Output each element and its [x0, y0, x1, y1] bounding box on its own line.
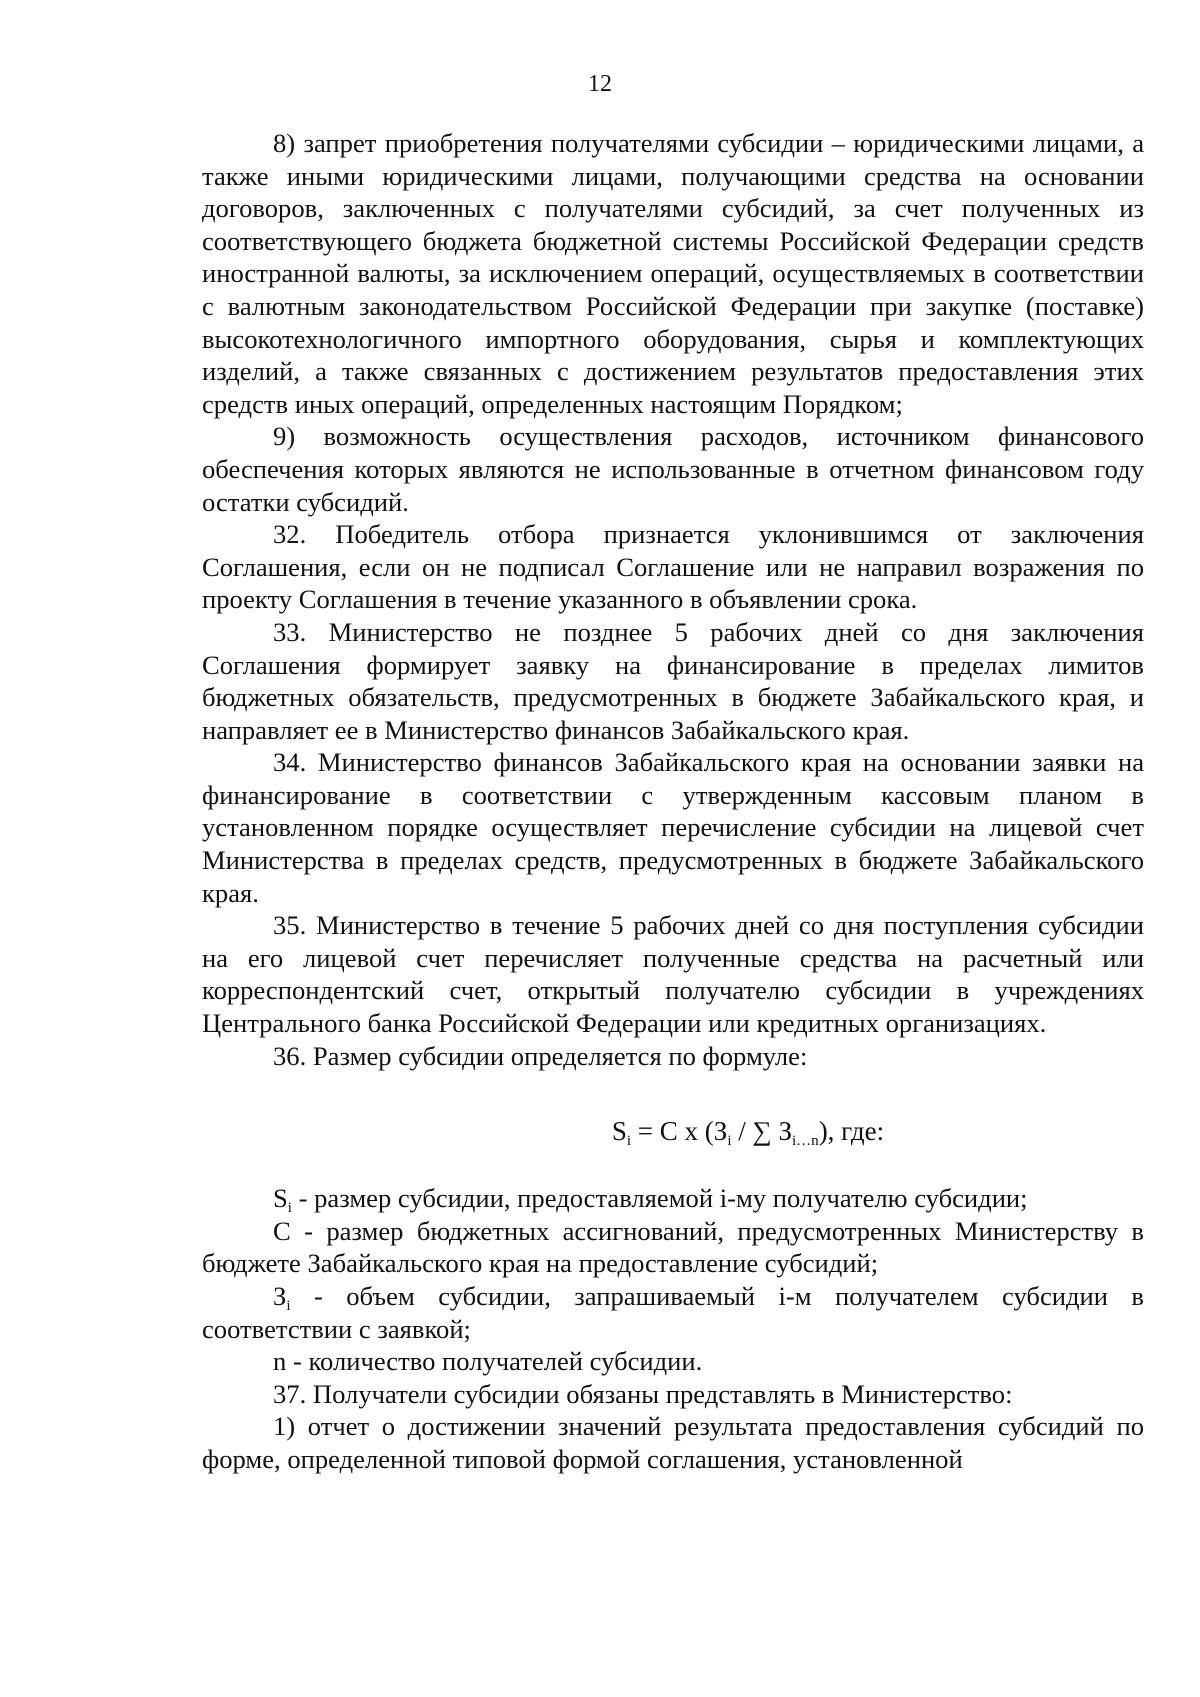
page-number: 12	[588, 71, 612, 97]
document-body	[202, 127, 1144, 1476]
paragraph-item-9: 9) возможность осуществления расходов, источником финансового обеспечения которых являются не использованные в отчетном финансовом году остатки субсидий.	[202, 421, 1144, 517]
subsidy-formula	[202, 1114, 1144, 1148]
definition-zi-symbol: З	[273, 1281, 287, 1311]
definition-n: n - количество получателей субсидии.	[273, 1346, 703, 1377]
formula-s: S	[611, 1116, 627, 1147]
definition-si-symbol: S	[273, 1183, 288, 1214]
paragraph-33: 33. Министерство не позднее 5 рабочих дней со дня заключения Соглашения формирует заявку на финансирование в пределах лимитов бюджетных обязательств, предусмотренных в бюджете Забайкальского края, и направляет ее в Министерство финансов Забайкальского края.	[202, 616, 1144, 745]
definition-si	[202, 1182, 1144, 1215]
formula-mid: / ∑ З	[731, 1116, 793, 1147]
definition-zi-text: - объем субсидии, запрашиваемый i-м получателем субсидии в соответствии с заявкой;	[202, 1281, 1144, 1344]
definition-si-text: - размер субсидии, предоставляемой i-му получателю субсидии;	[291, 1183, 1028, 1214]
definition-c: С - размер бюджетных ассигнований, предусмотренных Министерству в бюджете Забайкальского края на предоставление субсидий;	[202, 1215, 1144, 1279]
paragraph-32: 32. Победитель отбора признается уклонившимся от заключения Соглашения, если он не подписал Соглашение или не направил возражения по проекту Соглашения в течение указанного в объявлении срока.	[202, 519, 1144, 615]
paragraph-34: 34. Министерство финансов Забайкальского края на основании заявки на финансирование в соответствии с утвержденным кассовым планом в установленном порядке осуществляет перечисление субсидии на лицевой счет Министерства в пределах средств, предусмотренных в бюджете Забайкальского края.	[202, 747, 1144, 908]
paragraph-37-item-1: 1) отчет о достижении значений результата предоставления субсидий по форме, определенной типовой формой соглашения, установленной	[202, 1411, 1144, 1474]
formula-s-sub: i	[626, 1133, 632, 1150]
definition-si-sub: i	[287, 1200, 292, 1217]
paragraph-36: 36. Размер субсидии определяется по формуле:	[273, 1040, 808, 1071]
paragraph-item-8: 8) запрет приобретения получателями субсидии – юридическими лицами, а также иными юридическими лицами, получающими средства на основании договоров, заключенных с получателями субсидий, за счет полученных из соответствующего бюджета бюджетной системы Российской Федерации средств иностранной валюты, за исключением операций, осуществляемых в соответствии с валютным законодательством Российской Федерации при закупке (поставке) высокотехнологичного импортного оборудования, сырья и комплектующих изделий, а также связанных с достижением результатов предоставления этих средств иных операций, определенных настоящим Порядком;	[202, 128, 1144, 419]
definition-zi	[202, 1280, 1144, 1345]
paragraph-37: 37. Получатели субсидии обязаны представлять в Министерство:	[273, 1378, 1013, 1409]
formula-z-sub: i	[727, 1133, 732, 1150]
definition-zi-sub: i	[286, 1298, 291, 1314]
formula-tail: ), где:	[818, 1116, 885, 1147]
formula-eq: = C x (З	[631, 1116, 728, 1147]
formula-range-sub: i…n	[792, 1133, 819, 1150]
paragraph-35: 35. Министерство в течение 5 рабочих дней со дня поступления субсидии на его лицевой счет перечисляет полученные средства на расчетный или корреспондентский счет, открытый получателю субсидии в учреждениях Центрального банка Российской Федерации или кредитных организациях.	[202, 910, 1144, 1039]
